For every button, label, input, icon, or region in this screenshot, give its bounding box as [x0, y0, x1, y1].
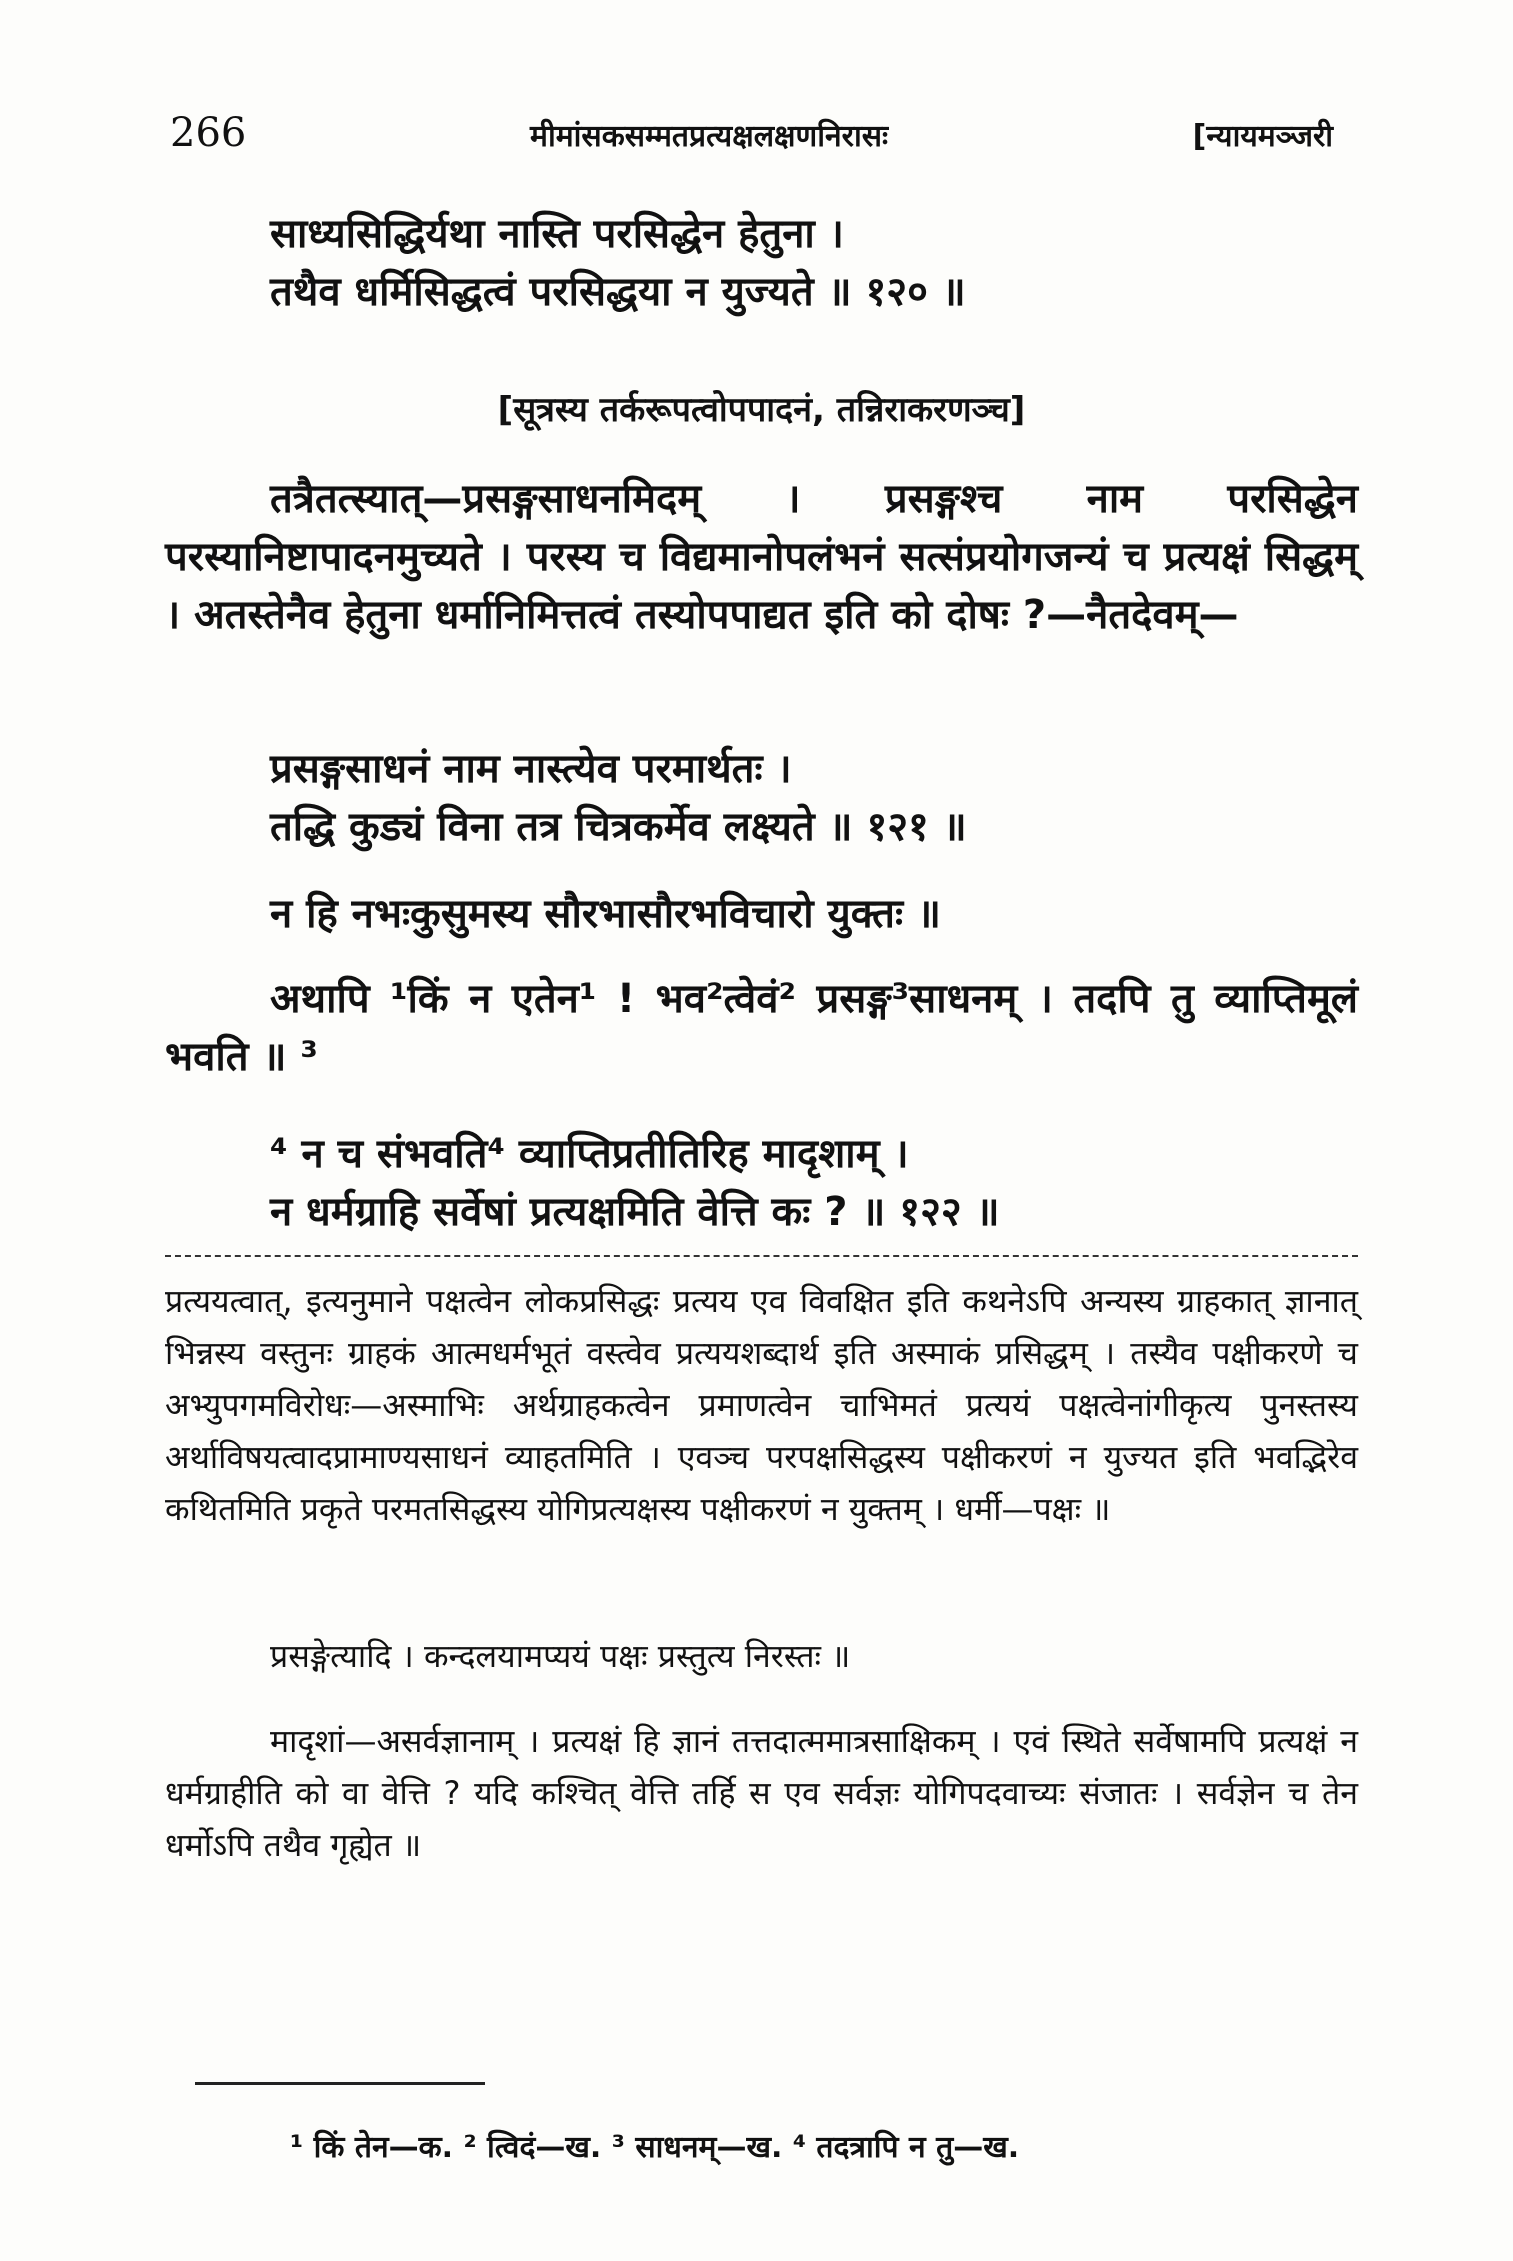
commentary-text: प्रत्ययत्वात्, इत्यनुमाने पक्षत्वेन लोकप्रसिद्धः प्रत्यय एव विवक्षित इति कथनेऽपि अन्यस्य ग्राहकात् ज्ञानात् भिन्नस्य वस्तुनः ग्राहकं आत्मधर्मभूतं वस्त्वेव प्रत्ययशब्दार्थ इति अस्माकं प्रसिद्धम् । तस्यैव पक्षीकरणे च अभ्युपगमविरोधः—अस्माभिः अर्थग्राहकत्वेन प्रमाणत्वेन चाभिमतं प्रत्ययं पक्षत्वेनांगीकृत्य पुनस्तस्य अर्थाविषयत्वादप्रामाण्यसाधनं व्याहतमिति । एवञ्च परपक्षसिद्धस्य पक्षीकरणं न युज्यत इति भवद्भिरेव कथितमिति प्रकृते परमतसिद्धस्य योगिप्रत्यक्षस्य पक्षीकरणं न युक्तम् । धर्मी—पक्षः ॥ [165, 1282, 1358, 1528]
verse-line: तद्धि कुड्यं विना तत्र चित्रकर्मेव लक्ष्यते ॥ १२१ ॥ [270, 804, 967, 850]
footnotes: ¹ किं तेन—क. ² त्विदं—ख. ³ साधनम्—ख. ⁴ तदत्रापि न तु—ख. [290, 2130, 1020, 2165]
verse-line: प्रसङ्गसाधनं नाम नास्त्येव परमार्थतः । [270, 746, 792, 792]
verse-line: ⁴ न च संभवति⁴ व्याप्तिप्रतीतिरिह मादृशाम् । [270, 1131, 909, 1177]
paragraph-1 [165, 470, 1358, 644]
prose-text: तत्रैतत्स्यात्—प्रसङ्गसाधनमिदम् । प्रसङ्गश्च नाम परसिद्धेन परस्यानिष्टापादनमुच्यते । परस्य च विद्यमानोपलंभनं सत्संप्रयोगजन्यं च प्रत्यक्षं सिद्धम् । अतस्तेनैव हेतुना धर्मानिमित्तत्वं तस्योपपाद्यत इति को दोषः ?—नैतदेवम्— [165, 476, 1358, 638]
footnote-divider [195, 2082, 485, 2085]
commentary-divider [165, 1255, 1358, 1257]
commentary-2 [165, 1630, 1358, 1682]
paragraph-2 [165, 885, 1358, 943]
running-title: मीमांसकसम्मतप्रत्यक्षलक्षणनिरासः [530, 119, 889, 154]
commentary-1 [165, 1275, 1358, 1535]
verse-121 [165, 740, 1358, 856]
paragraph-3 [165, 970, 1358, 1086]
verse-line: साध्यसिद्धिर्यथा नास्ति परसिद्धेन हेतुना । [270, 211, 844, 257]
commentary-text: प्रसङ्गेत्यादि । कन्दलयामप्ययं पक्षः प्रस्तुत्य निरस्तः ॥ [270, 1637, 851, 1675]
commentary-3 [165, 1715, 1358, 1871]
prose-text: न हि नभःकुसुमस्य सौरभासौरभविचारो युक्तः ॥ [270, 891, 941, 937]
prose-text: अथापि ¹किं न एतेन¹ ! भव²त्वेवं² प्रसङ्ग³साधनम् । तदपि तु व्याप्तिमूलं भवति ॥ ³ [165, 976, 1358, 1080]
verse-122 [165, 1125, 1358, 1241]
verse-line: तथैव धर्मिसिद्धत्वं परसिद्धया न युज्यते ॥ १२० ॥ [270, 269, 966, 315]
section-heading: [सूत्रस्य तर्करूपत्वोपपादनं, तन्निराकरणञ्च] [497, 390, 1026, 430]
verse-120 [165, 205, 1358, 321]
page-header [170, 110, 1333, 170]
running-head: [न्यायमञ्जरी [1192, 119, 1333, 154]
commentary-text: मादृशां—असर्वज्ञानाम् । प्रत्यक्षं हि ज्ञानं तत्तदात्ममात्रसाक्षिकम् । एवं स्थिते सर्वेषामपि प्रत्यक्षं न धर्मग्राहीति को वा वेत्ति ? यदि कश्चित् वेत्ति तर्हि स एव सर्वज्ञः योगिपदवाच्यः संजातः । सर्वज्ञेन च तेन धर्मोऽपि तथैव गृह्येत ॥ [165, 1722, 1358, 1864]
page-number: 266 [170, 110, 247, 156]
verse-line: न धर्मग्राहि सर्वेषां प्रत्यक्षमिति वेत्ति कः ? ॥ १२२ ॥ [270, 1189, 1000, 1235]
